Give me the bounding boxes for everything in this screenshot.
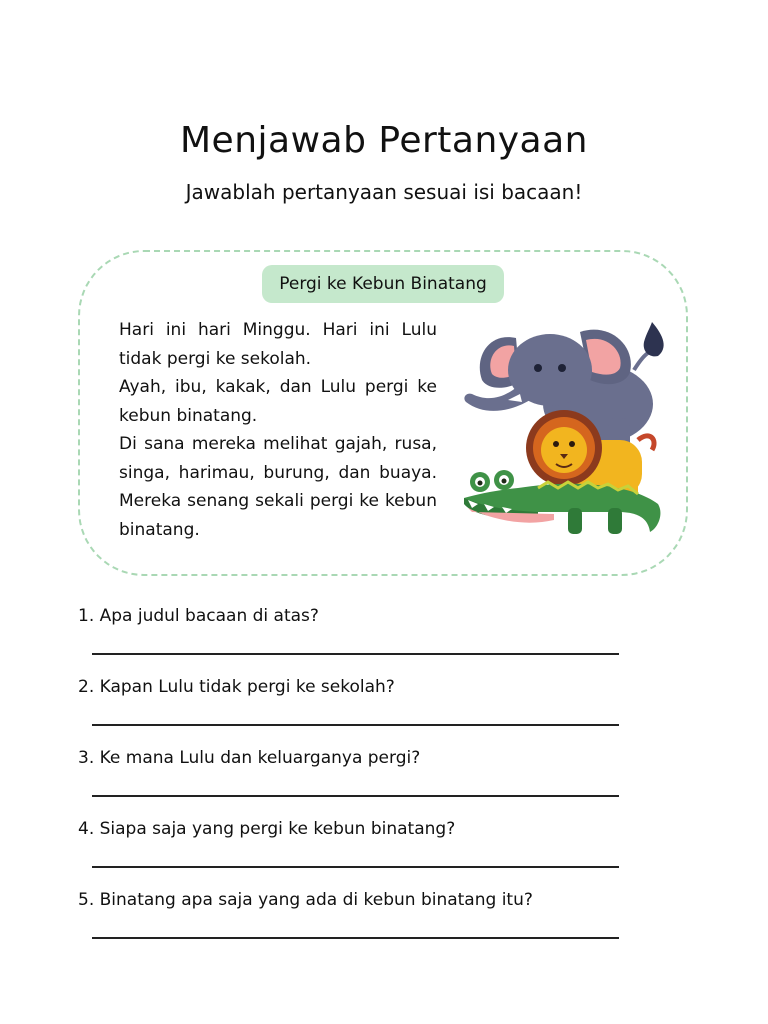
answer-line[interactable] [92,795,619,797]
question-list [78,606,698,961]
story-paragraph: Hari ini hari Minggu. Hari ini Lulu tidak pergi ke sekolah. [119,320,437,369]
answer-line[interactable] [92,866,619,868]
instruction-text: Jawablah pertanyaan sesuai isi bacaan! [185,180,583,204]
question-item [78,819,698,890]
story-text [119,316,437,544]
question-item [78,677,698,748]
story-paragraph: Di sana mereka melihat gajah, rusa, singa, harimau, burung, dan buaya. Mereka senang sekali pergi ke kebun binatang. [119,434,437,540]
question-text: 5. Binatang apa saja yang ada di kebun binatang itu? [78,890,533,910]
question-text: 1. Apa judul bacaan di atas? [78,606,319,626]
page-title: Menjawab Pertanyaan [180,120,588,161]
question-text: 3. Ke mana Lulu dan keluarganya pergi? [78,748,421,768]
question-text: 4. Siapa saja yang pergi ke kebun binatang? [78,819,456,839]
question-item [78,606,698,677]
story-title-badge: Pergi ke Kebun Binatang [262,265,504,303]
story-paragraph: Ayah, ibu, kakak, dan Lulu pergi ke kebun binatang. [119,377,437,426]
question-text: 2. Kapan Lulu tidak pergi ke sekolah? [78,677,395,697]
answer-line[interactable] [92,937,619,939]
answer-line[interactable] [92,653,619,655]
question-item [78,890,698,961]
animals-stack-icon [458,318,668,554]
question-item [78,748,698,819]
answer-line[interactable] [92,724,619,726]
